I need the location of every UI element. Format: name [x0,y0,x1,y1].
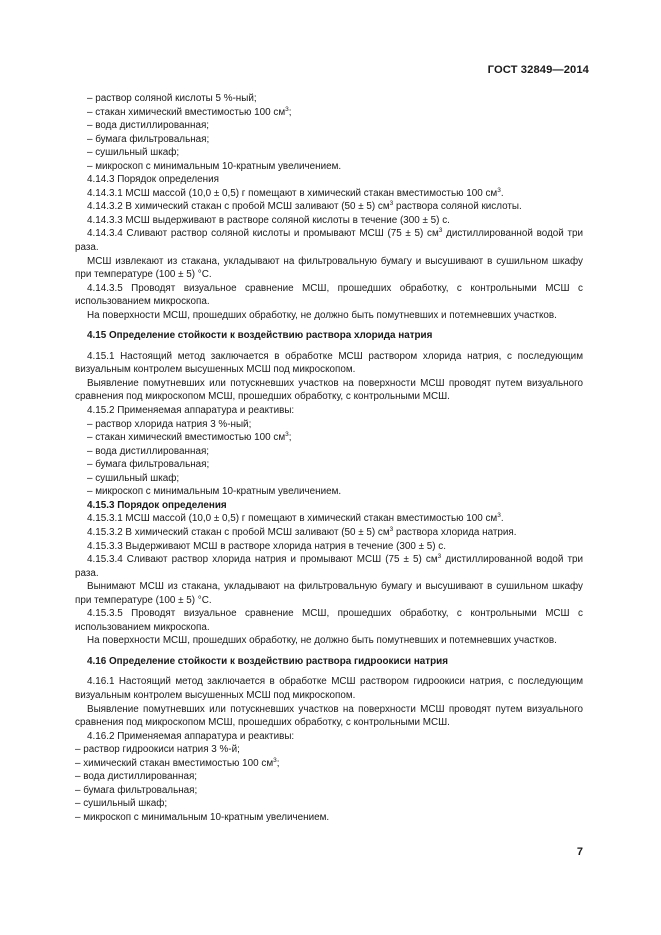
list-item: – раствор гидроокиси натрия 3 %-й; [75,744,240,756]
paragraph: Выявление помутневших или потускневших участков на поверхности МСШ проводят путем визуального сравнения под микроскопом МСШ, прошедших обработку, с контрольными МСШ. [75,703,583,729]
subsection-heading: 4.14.3 Порядок определения [87,174,219,186]
paragraph: 4.14.3.2 В химический стакан с пробой МСШ заливают (50 ± 5) $см^3$ раствора соляной кислоты. [87,200,522,213]
paragraph: 4.15.3.3 Выдерживают МСШ в растворе хлорида натрия в течение (300 ± 5) с. [87,540,446,552]
paragraph: 4.15.3.4 Сливают раствор хлорида натрия и промывают МСШ (75 ± 5) $см^3$ дистиллированной водой три раза. [75,553,583,579]
list-item: – сушильный шкаф; [87,472,180,484]
paragraph: 4.16.2 Применяемая аппаратура и реактивы: [87,730,295,742]
paragraph: Выявление помутневших или потускневших участков на поверхности МСШ проводят путем визуального сравнения под микроскопом МСШ, прошедших обработку, с контрольными МСШ. [75,377,583,403]
paragraph: 4.14.3.4 Сливают раствор соляной кислоты и промывают МСШ (75 ± 5) $см^3$ дистиллированной водой три раза. [75,227,583,254]
paragraph: На поверхности МСШ, прошедших обработку, не должно быть помутневших и потемневших участков. [87,309,557,321]
paragraph: Вынимают МСШ из стакана, укладывают на фильтровальную бумагу и высушивают в сушильном шкафу при температуре (100 ± 5) °С. [75,581,583,606]
list-item: – раствор соляной кислоты 5 %-ный; [87,93,257,104]
list-item: – сушильный шкаф; [75,798,168,810]
document-number: ГОСТ 32849—2014 [487,64,589,76]
list-item: – вода дистиллированная; [75,771,198,783]
list-item: – микроскоп с минимальным 10-кратным увеличением. [87,486,342,498]
section-heading: 4.16 Определение стойкости к воздействию раствора гидроокиси натрия [87,655,448,667]
list-item: – микроскоп с минимальным 10-кратным увеличением. [75,811,330,823]
paragraph: 4.15.3.5 Проводят визуальное сравнение МСШ, прошедших обработку, с контрольными МСШ с использованием микроскопа. [75,608,583,633]
paragraph: 4.16.1 Настоящий метод заключается в обработке МСШ раствором гидроокиси натрия, с последующим визуальным контролем высушенных МСШ под микроскопом. [75,676,583,701]
list-item: – химический стакан вместимостью 100 $см^3$; [75,756,280,769]
list-item: – бумага фильтровальная; [75,784,198,796]
paragraph: На поверхности МСШ, прошедших обработку, не должно быть помутневших и потемневших участков. [87,635,557,647]
paragraph: 4.14.3.1 МСШ массой (10,0 ± 0,5) г помещают в химический стакан вместимостью 100 $см^3$. [87,186,504,199]
list-item: – сушильный шкаф; [87,147,180,159]
paragraph: 4.15.1 Настоящий метод заключается в обработке МСШ раствором хлорида натрия, с последующим визуальным контролем высушенных МСШ под микроскопом. [75,350,583,376]
paragraph: 4.15.2 Применяемая аппаратура и реактивы: [87,405,295,417]
document-body [75,92,583,824]
list-item: – стакан химический вместимостью 100 $см^3$; [87,431,292,444]
list-item: – микроскоп с минимальным 10-кратным увеличением. [87,160,342,172]
list-item: – бумага фильтровальная; [87,133,210,145]
paragraph: 4.15.3.2 В химический стакан с пробой МСШ заливают (50 ± 5) $см^3$ раствора хлорида натрия. [87,525,517,538]
section-heading: 4.15 Определение стойкости к воздействию раствора хлорида натрия [87,330,433,342]
subsection-heading: 4.15.3 Порядок определения [87,499,227,511]
paragraph: 4.14.3.3 МСШ выдерживают в растворе соляной кислоты в течение (300 ± 5) с. [87,214,450,226]
list-item: – стакан химический вместимостью 100 $см^3$; [87,105,292,118]
list-item: – раствор хлорида натрия 3 %-ный; [87,418,252,430]
list-item: – бумага фильтровальная; [87,459,210,471]
page-number: 7 [576,846,583,858]
paragraph: 4.14.3.5 Проводят визуальное сравнение МСШ, прошедших обработку, с контрольными МСШ с использованием микроскопа. [75,282,583,308]
list-item: – вода дистиллированная; [87,120,210,132]
paragraph: МСШ извлекают из стакана, укладывают на фильтровальную бумагу и высушивают в сушильном шкафу при температуре (100 ± 5) °С. [75,255,583,281]
list-item: – вода дистиллированная; [87,445,210,457]
paragraph: 4.15.3.1 МСШ массой (10,0 ± 0,5) г помещают в химический стакан вместимостью 100 $см^3$. [87,512,504,525]
